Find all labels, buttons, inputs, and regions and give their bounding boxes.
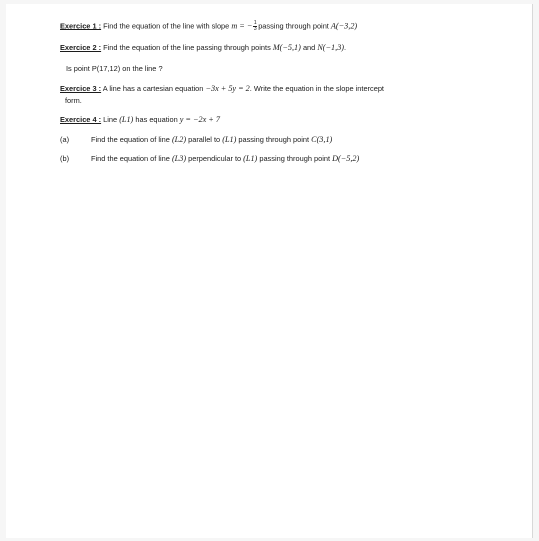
part-b-t2: perpendicular to [186, 154, 244, 163]
slope-fraction [253, 21, 257, 32]
exercise-3 [60, 84, 384, 94]
exercise-4-label: Exercice 4 : [60, 115, 102, 124]
exercise-1-text: Find the equation of the line with slope [101, 21, 232, 31]
part-b-letter: (b) [60, 154, 70, 163]
exercise-4-text: Line [101, 115, 120, 124]
part-a-line-l1: (L1) [222, 135, 237, 144]
exercise-4-equation: y = −2x + 7 [179, 115, 220, 124]
exercise-3-line-2: form. [65, 96, 82, 105]
slope-numerator: 1 [253, 20, 257, 26]
part-a-point: C(3,1) [311, 135, 333, 144]
exercise-2-question: Is point P(17,12) on the line ? [66, 64, 163, 73]
exercise-1-text-after: passing through point [258, 21, 331, 31]
part-b-t3: passing through point [257, 154, 333, 163]
exercise-2-and: and [300, 43, 318, 52]
exercise-4-text-mid: has equation [133, 115, 180, 124]
part-b-text [91, 154, 359, 164]
exercise-3-equation: −3x + 5y = 2 [205, 84, 250, 93]
slope-denominator: 3 [253, 26, 257, 32]
exercise-1-label: Exercice 1 : [60, 21, 102, 31]
exercise-2-text: Find the equation of the line passing through points [101, 43, 273, 52]
part-a-t2: parallel to [186, 135, 223, 144]
exercise-1-point: A(−3,2) [330, 21, 358, 31]
exercise-1-slope: m = − [231, 21, 253, 31]
part-b-point: D(−5,2) [332, 154, 360, 163]
exercise-1 [60, 21, 357, 32]
part-a-t1: Find the equation of line [91, 135, 172, 144]
exercise-3-text: A line has a cartesian equation [101, 84, 206, 93]
part-b-line-l3: (L3) [171, 154, 187, 163]
exercise-4 [60, 115, 220, 125]
part-a-text [91, 135, 332, 145]
exercise-2-label: Exercice 2 : [60, 43, 102, 52]
part-b-t1: Find the equation of line [91, 154, 172, 163]
exercise-2-point-m: M(−5,1) [272, 43, 301, 52]
exercise-3-text-after: . Write the equation in the slope intercept [249, 84, 384, 93]
part-a-letter: (a) [60, 135, 70, 144]
part-a-line-l2: (L2) [171, 135, 187, 144]
exercise-2-end: . [344, 43, 347, 52]
exercise-2-point-n: N(−1,3) [317, 43, 345, 52]
part-b-line-l1: (L1) [243, 154, 258, 163]
exercise-4-line-name: (L1) [119, 115, 134, 124]
exercise-2 [60, 43, 346, 53]
exercise-3-label: Exercice 3 : [60, 84, 102, 93]
part-a-t3: passing through point [236, 135, 312, 144]
